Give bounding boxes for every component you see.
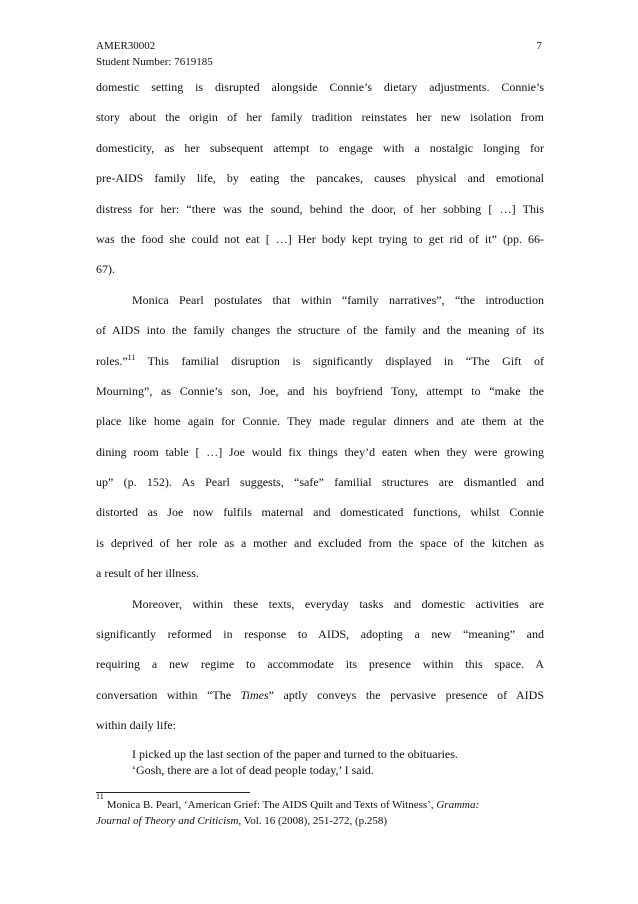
footnote-ref: 11 [127, 352, 136, 362]
text-line: Mourning”, as Connie’s son, Joe, and his boyfriend Tony, attempt to “make the [96, 383, 544, 398]
student-number: Student Number: 7619185 [96, 56, 213, 68]
text-line: a result of her illness. [96, 566, 199, 581]
text-line: place like home again for Connie. They made regular dinners and ate them at the [96, 414, 544, 429]
text-line: distress for her: “there was the sound, behind the door, of her sobbing [ …] This [96, 201, 544, 216]
quote-line: ‘Gosh, there are a lot of dead people today,’ I said. [132, 763, 374, 777]
page-header [96, 38, 542, 70]
footnote-number: 11 [96, 792, 104, 801]
text-line: conversation within “The Times” aptly conveys the pervasive presence of AIDS [96, 687, 544, 702]
body-text [96, 78, 544, 747]
footnote-separator [96, 792, 250, 793]
course-code: AMER30002 [96, 40, 156, 52]
text-line: domesticity, as her subsequent attempt to engage with a nostalgic longing for [96, 140, 544, 155]
text-line: distorted as Joe now fulfils maternal and domesticated functions, whilst Connie [96, 505, 544, 520]
text-line: Monica Pearl postulates that within “family narratives”, “the introduction [132, 292, 544, 307]
text-line: was the food she could not eat [ …] Her body kept trying to get rid of it” (pp. 66- [96, 231, 544, 246]
text-line: 67). [96, 262, 115, 277]
footnote [96, 792, 542, 829]
text-line: is deprived of her role as a mother and excluded from the space of the kitchen as [96, 535, 544, 550]
quote-line: I picked up the last section of the paper and turned to the obituaries. [132, 747, 458, 761]
footnote-line: $^{11}$Monica B. Pearl, ‘American Grief: The AIDS Quilt and Texts of Witness’, Gramma: [96, 792, 480, 811]
text-line: within daily life: [96, 718, 176, 733]
text-line: dining room table [ …] Joe would fix things they’d eaten when they were growing [96, 444, 544, 459]
text-line: of AIDS into the family changes the structure of the family and the meaning of its [96, 323, 544, 338]
text-line: up” (p. 152). As Pearl suggests, “safe” familial structures are dismantled and [96, 475, 544, 490]
text-line: pre-AIDS family life, by eating the pancakes, causes physical and emotional [96, 171, 544, 186]
text-line: significantly reformed in response to AIDS, adopting a new “meaning” and [96, 627, 544, 642]
page-number: 7 [536, 40, 542, 52]
text-line: domestic setting is disrupted alongside Connie’s dietary adjustments. Connie’s [96, 80, 544, 94]
block-quote [132, 746, 458, 778]
text-line: requiring a new regime to accommodate its presence within this space. A [96, 657, 544, 672]
footnote-line: Journal of Theory and Criticism, Vol. 16 (2008), 251-272, (p.258) [96, 815, 388, 827]
text-line: story about the origin of her family tradition reinstates her new isolation from [96, 110, 544, 125]
text-line: roles.”$^{11}$ This familial disruption is significantly displayed in “The Gift of [96, 352, 544, 368]
text-line: Moreover, within these texts, everyday tasks and domestic activities are [132, 596, 544, 611]
